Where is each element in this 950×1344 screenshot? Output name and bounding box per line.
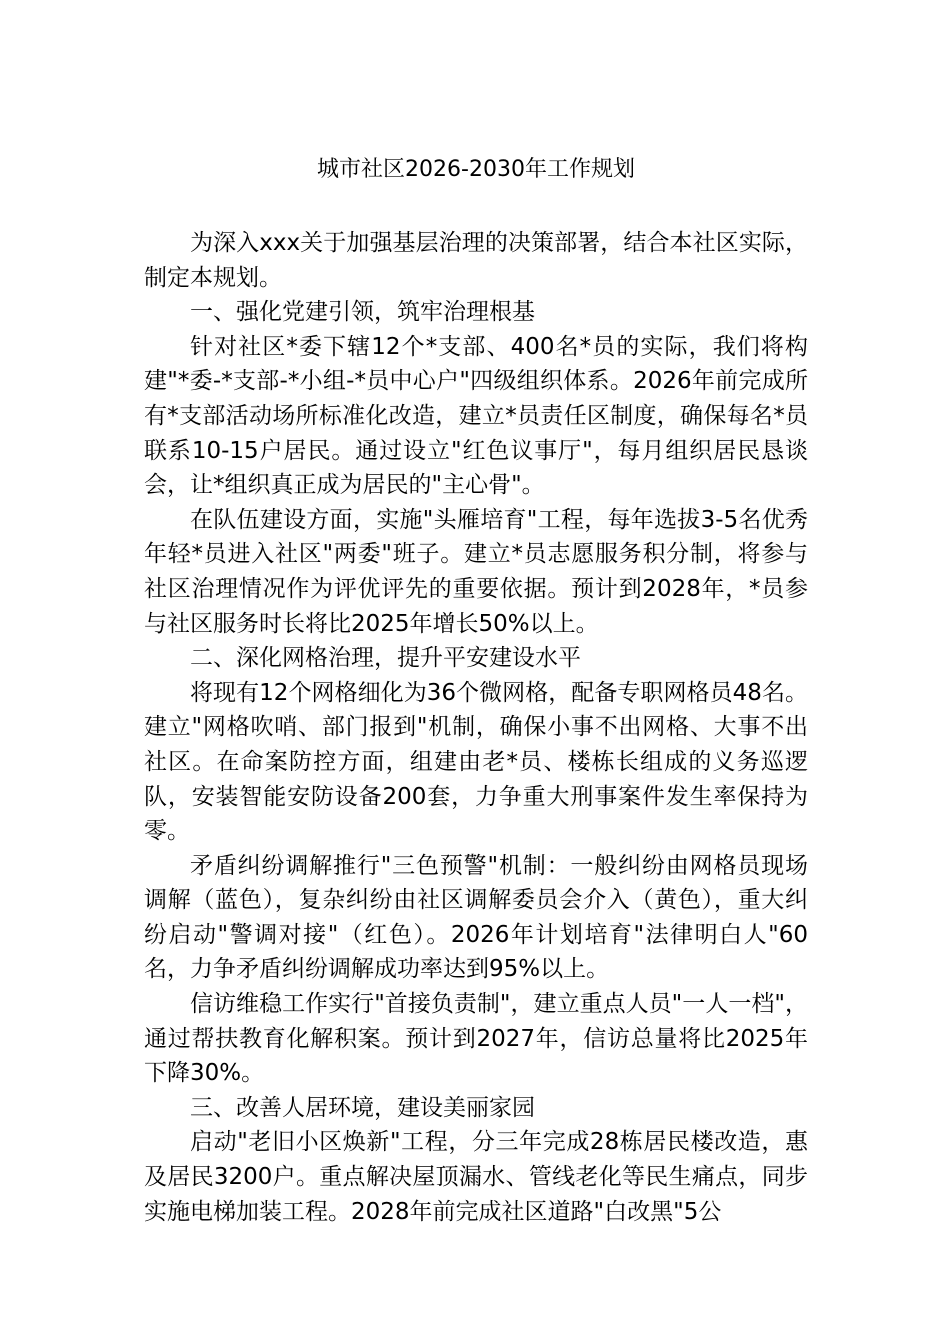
document-title: 城市社区2026-2030年工作规划 (317, 157, 635, 182)
section-heading-2: 二、深化网格治理，提升平安建设水平 (190, 645, 581, 672)
body-paragraph: 启动"老旧小区焕新"工程，分三年完成28栋居民楼改造，惠及居民3200户。重点解决屋顶漏水、管线老化等民生痛点，同步实施电梯加装工程。2028年前完成社区道路"白改黑"5公 (144, 1129, 808, 1225)
section-heading-1: 一、强化党建引领，筑牢治理根基 (190, 299, 535, 326)
body-paragraph: 信访维稳工作实行"首接负责制"，建立重点人员"一人一档"，通过帮扶教育化解积案。预计到2027年，信访总量将比2025年下降30%。 (144, 991, 808, 1087)
body-paragraph: 矛盾纠纷调解推行"三色预警"机制：一般纠纷由网格员现场调解（蓝色），复杂纠纷由社区调解委员会介入（黄色），重大纠纷启动"警调对接"（红色）。2026年计划培育"法律明白人"60名，力争矛盾纠纷调解成功率达到95%以上。 (144, 852, 808, 983)
document-page (144, 150, 808, 1229)
body-paragraph: 将现有12个网格细化为36个微网格，配备专职网格员48名。建立"网格吹哨、部门报到"机制，确保小事不出网格、大事不出社区。在命案防控方面，组建由老*员、楼栋长组成的义务巡逻队，安装智能安防设备200套，力争重大刑事案件发生率保持为零。 (144, 679, 808, 845)
intro-paragraph: 为深入xxx关于加强基层治理的决策部署，结合本社区实际，制定本规划。 (144, 230, 808, 291)
section-heading-3: 三、改善人居环境，建设美丽家园 (190, 1094, 535, 1121)
body-paragraph: 针对社区*委下辖12个*支部、400名*员的实际，我们将构建"*委-*支部-*小组-*员中心户"四级组织体系。2026年前完成所有*支部活动场所标准化改造，建立*员责任区制度，确保每名*员联系10-15户居民。通过设立"红色议事厅"，每月组织居民恳谈会，让*组织真正成为居民的"主心骨"。 (144, 333, 808, 499)
body-paragraph: 在队伍建设方面，实施"头雁培育"工程，每年选拔3-5名优秀年轻*员进入社区"两委"班子。建立*员志愿服务积分制，将参与社区治理情况作为评优评先的重要依据。预计到2028年，*员参与社区服务时长将比2025年增长50%以上。 (144, 506, 808, 637)
